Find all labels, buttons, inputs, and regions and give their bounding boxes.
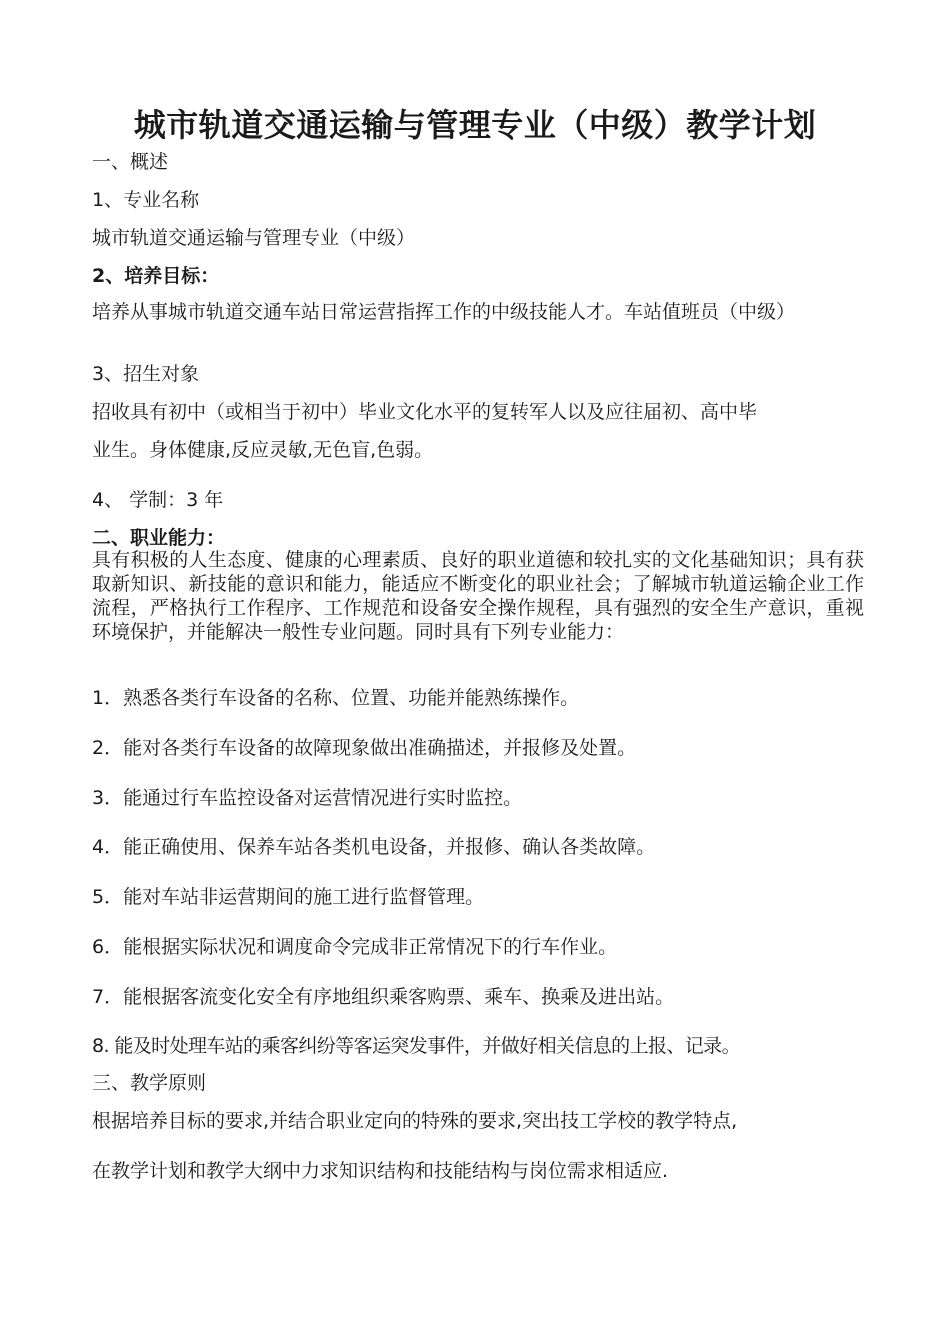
duration-line: 4、 学制：3 年 <box>92 489 224 511</box>
ability-item-6: 6．能根据实际状况和调度命令完成非正常情况下的行车作业。 <box>92 936 618 958</box>
ability-item-4: 4．能正确使用、保养车站各类机电设备，并报修、确认各类故障。 <box>92 836 656 858</box>
ability-item-1: 1．熟悉各类行车设备的名称、位置、功能并能熟练操作。 <box>92 687 580 709</box>
teaching-principle-line-1: 根据培养目标的要求,并结合职业定向的特殊的要求,突出技工学校的教学特点, <box>92 1110 738 1132</box>
major-name-value: 城市轨道交通运输与管理专业（中级） <box>92 227 416 249</box>
enrollment-target-line-2: 业生。身体健康,反应灵敏,无色盲,色弱。 <box>92 439 434 461</box>
ability-item-5: 5．能对车站非运营期间的施工进行监督管理。 <box>92 886 485 908</box>
teaching-principle-line-2: 在教学计划和教学大纲中力求知识结构和技能结构与岗位需求相适应. <box>92 1160 669 1182</box>
ability-item-7: 7．能根据客流变化安全有序地组织乘客购票、乘车、换乘及进出站。 <box>92 986 675 1008</box>
training-goal-label: 2、培养目标： <box>92 265 220 287</box>
enrollment-target-label: 3、招生对象 <box>92 363 200 385</box>
training-goal-text: 培养从事城市轨道交通车站日常运营指挥工作的中级技能人才。车站值班员（中级） <box>92 301 796 323</box>
section-2-heading: 二、职业能力： <box>92 527 226 549</box>
section-1-heading: 一、概述 <box>92 151 169 173</box>
major-name-label: 1、专业名称 <box>92 189 200 211</box>
document-title: 城市轨道交通运输与管理专业（中级）教学计划 <box>133 106 817 144</box>
section-3-heading: 三、教学原则 <box>92 1072 207 1094</box>
vocational-ability-intro: 具有积极的人生态度、健康的心理素质、良好的职业道德和较扎实的文化基础知识；具有获取新知识、新技能的意识和能力，能适应不断变化的职业社会；了解城市轨道运输企业工作流程，严格执行工作程序、工作规范和设备安全操作规程，具有强烈的安全生产意识，重视环境保护，并能解决一般性专业问题。同时具有下列专业能力： <box>92 549 864 643</box>
ability-item-2: 2．能对各类行车设备的故障现象做出准确描述，并报修及处置。 <box>92 737 637 759</box>
enrollment-target-line-1: 招收具有初中（或相当于初中）毕业文化水平的复转军人以及应往届初、高中毕 <box>92 401 758 423</box>
ability-item-8: 8. 能及时处理车站的乘客纠纷等客运突发事件，并做好相关信息的上报、记录。 <box>92 1035 740 1057</box>
ability-item-3: 3．能通过行车监控设备对运营情况进行实时监控。 <box>92 787 523 809</box>
